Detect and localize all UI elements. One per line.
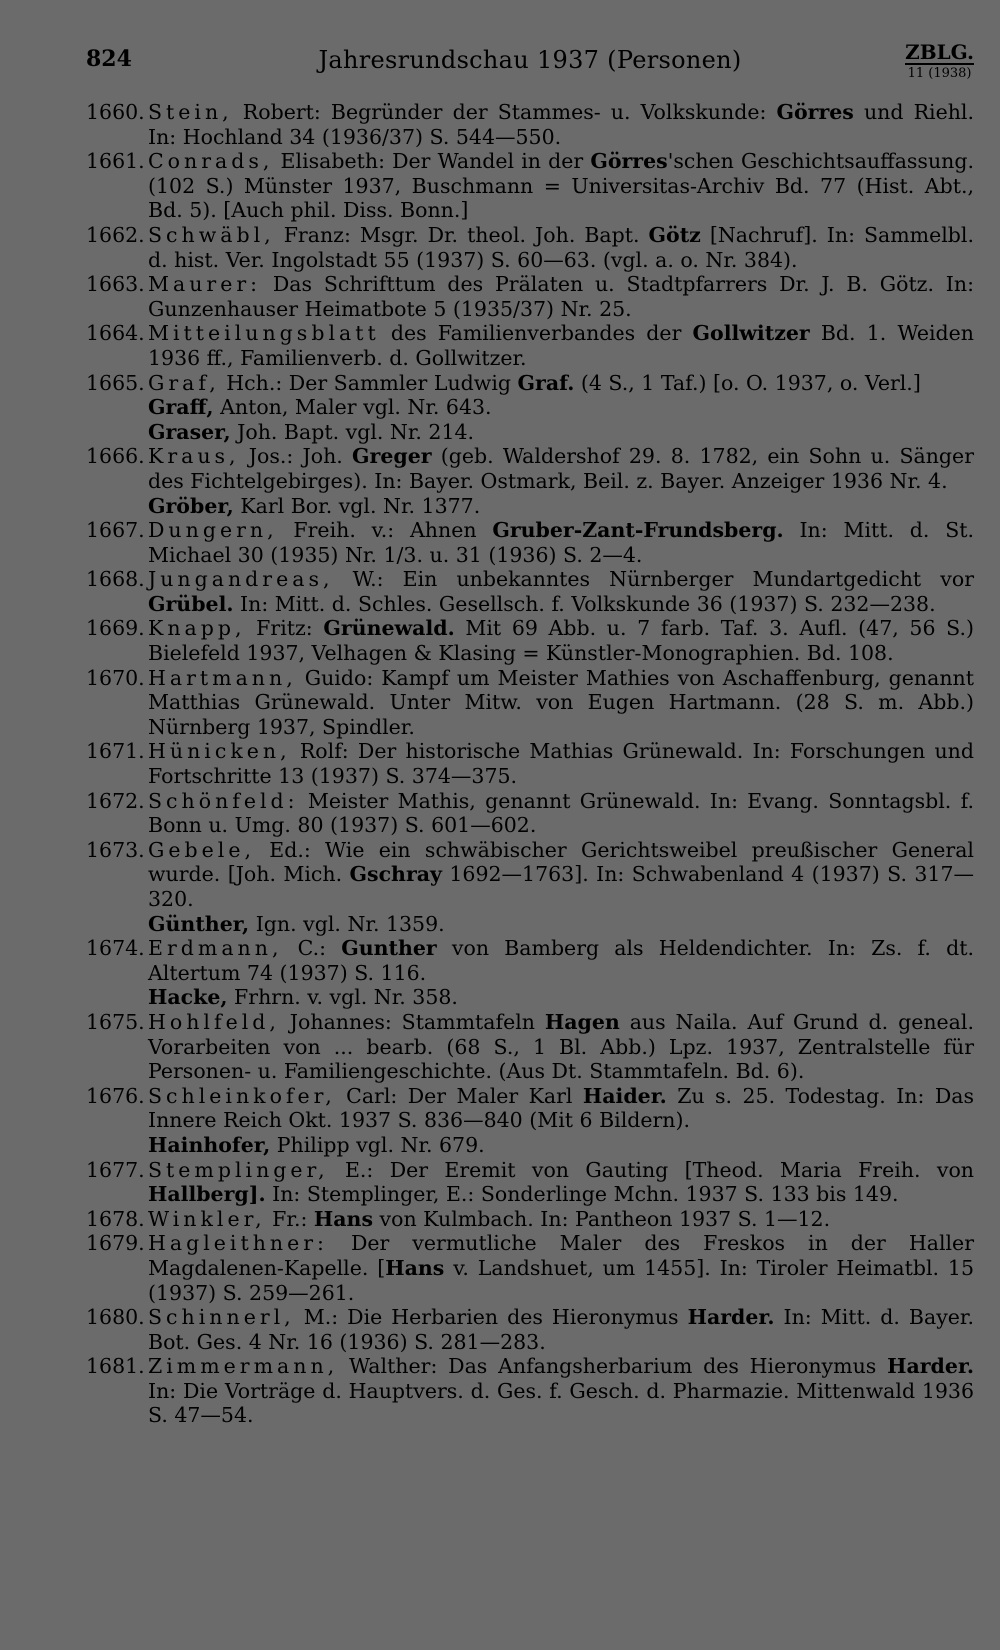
entry-text: E.: Der Eremit von Gauting [Theod. Maria Freih. von bbox=[328, 1157, 974, 1182]
entry-number: 1670. bbox=[86, 665, 145, 690]
entry-text: von Bamberg als Heldendichter. In: Zs. f. dt. Altertum 74 (1937) S. 116. bbox=[148, 936, 974, 985]
entry-author: Stein, bbox=[148, 100, 233, 124]
bibliography-entry bbox=[86, 1231, 974, 1305]
entry-text: M.: Die Herbarien des Hieronymus bbox=[294, 1305, 688, 1330]
bibliography-list bbox=[86, 100, 974, 1428]
entry-number: 1665. bbox=[86, 370, 145, 395]
entry-text: Johannes: Stammtafeln bbox=[279, 1009, 545, 1034]
xref-text: Karl Bor. vgl. Nr. 1377. bbox=[233, 493, 481, 518]
entry-author: Jungandreas, bbox=[148, 567, 334, 592]
entry-author: Knapp, bbox=[148, 616, 246, 641]
entry-author: Hartmann, bbox=[148, 665, 297, 690]
entry-subject: Grübel. bbox=[148, 591, 234, 616]
cross-reference bbox=[86, 420, 974, 445]
entry-author: Graf, bbox=[148, 370, 220, 395]
entry-number: 1677. bbox=[86, 1157, 145, 1182]
entry-author: Dungern, bbox=[148, 518, 278, 543]
entry-subject: Hans bbox=[313, 1206, 373, 1231]
xref-name: Gröber, bbox=[148, 493, 234, 518]
entry-text: C.: bbox=[282, 936, 342, 961]
entry-subject: Gschray bbox=[349, 862, 442, 887]
cross-reference bbox=[86, 912, 974, 937]
xref-name: Graff, bbox=[148, 395, 214, 420]
entry-text: und Riehl. In: Hochland 34 (1936/37) S. 544—550. bbox=[148, 100, 974, 149]
bibliography-entry bbox=[86, 371, 974, 396]
entry-text: Guido: Kampf um Meister Mathies von Aschaffenburg, genannt Matthias Grünewald. Unter Mitw. von Eugen Hartmann. (28 S. m. Abb.) Nürnberg 1937, Spindler. bbox=[148, 665, 974, 739]
entry-text: Mit 69 Abb. u. 7 farb. Taf. 3. Aufl. (47, 56 S.) Bielefeld 1937, Velhagen & Klasing = Künstler-Monographien. Bd. 108. bbox=[148, 616, 974, 666]
bibliography-entry bbox=[86, 739, 974, 788]
bibliography-entry bbox=[86, 936, 974, 985]
entry-subject: Greger bbox=[352, 444, 432, 469]
entry-subject: Görres bbox=[776, 100, 854, 124]
bibliography-entry bbox=[86, 789, 974, 838]
entry-subject: Hallberg]. bbox=[148, 1182, 266, 1207]
entry-number: 1661. bbox=[86, 149, 145, 174]
entry-text: Bd. 1. Weiden 1936 ff., Familienverb. d. Gollwitzer. bbox=[148, 321, 974, 370]
bibliography-entry bbox=[86, 1305, 974, 1354]
entry-text: Fritz: bbox=[245, 616, 324, 641]
entry-subject: Götz bbox=[648, 222, 701, 247]
xref-text: Philipp vgl. Nr. 679. bbox=[270, 1132, 485, 1157]
entry-author: Hagleithner: bbox=[148, 1231, 328, 1256]
entry-text: Meister Mathis, genannt Grünewald. In: Evang. Sonntagsbl. f. Bonn u. Umg. 80 (1937) S. 601—602. bbox=[148, 788, 974, 838]
entry-text: (4 S., 1 Taf.) [o. O. 1937, o. Verl.] bbox=[574, 370, 921, 395]
xref-text: Ign. vgl. Nr. 1359. bbox=[249, 911, 445, 936]
bibliography-entry bbox=[86, 666, 974, 740]
entry-author: Winkler, bbox=[148, 1206, 266, 1231]
xref-name: Hainhofer, bbox=[148, 1132, 271, 1157]
entry-text: In: Mitt. d. Bayer. Bot. Ges. 4 Nr. 16 (1936) S. 281—283. bbox=[148, 1305, 974, 1354]
bibliography-entry bbox=[86, 321, 974, 370]
entry-text: des Familienverbandes der bbox=[379, 321, 693, 346]
entry-text: Hch.: Der Sammler Ludwig bbox=[219, 370, 518, 395]
entry-text: In: Die Vorträge d. Hauptvers. d. Ges. f. Gesch. d. Pharmazie. Mittenwald 1936 S. 47—54. bbox=[148, 1378, 974, 1428]
entry-text: Ed.: Wie ein schwäbischer Gerichtsweibel preußischer General wurde. [Joh. Mich. bbox=[148, 837, 974, 887]
entry-text: Walther: Das Anfangsherbarium des Hieronymus bbox=[338, 1354, 888, 1379]
entry-text: Elisabeth: Der Wandel in der bbox=[273, 149, 591, 174]
cross-reference bbox=[86, 494, 974, 519]
entry-text: aus Naila. Auf Grund d. geneal. Vorarbeiten von ... bearb. (68 S., 1 Bl. Abb.) Lpz. 1937, Zentralstelle für Personen- u. Familiengeschichte. (Aus Dt. Stammtafeln. Bd. 6). bbox=[148, 1009, 974, 1084]
bibliography-entry bbox=[86, 1010, 974, 1084]
entry-subject: Haider. bbox=[582, 1083, 667, 1108]
entry-text: Der vermutliche Maler des Freskos in der Haller Magdalenen-Kapelle. [ bbox=[148, 1231, 974, 1280]
entry-number: 1680. bbox=[86, 1305, 145, 1330]
entry-number: 1674. bbox=[86, 936, 145, 961]
page-title: Jahresrundschau 1937 (Personen) bbox=[318, 46, 742, 74]
entry-text: Franz: Msgr. Dr. theol. Joh. Bapt. bbox=[274, 222, 649, 247]
entry-author: Hohlfeld, bbox=[148, 1009, 280, 1034]
entry-author: Kraus, bbox=[148, 444, 240, 469]
bibliography-entry bbox=[86, 1158, 974, 1207]
bibliography-entry bbox=[86, 1354, 974, 1428]
entry-subject: Gunther bbox=[341, 936, 437, 961]
entry-text: Freih. v.: Ahnen bbox=[277, 518, 493, 543]
journal-abbreviation: ZBLG. bbox=[905, 40, 974, 64]
journal-volume: 11 (1938) bbox=[907, 66, 972, 81]
entry-number: 1669. bbox=[86, 616, 145, 641]
entry-subject: Harder. bbox=[687, 1305, 775, 1330]
bibliography-entry bbox=[86, 272, 974, 321]
entry-subject: Graf. bbox=[517, 370, 575, 395]
bibliography-entry bbox=[86, 567, 974, 616]
entry-number: 1667. bbox=[86, 518, 145, 543]
entry-text: (geb. Waldershof 29. 8. 1782, ein Sohn u. Sänger des Fichtelgebirges). In: Bayer. Ostmark, Beil. z. Bayer. Anzeiger 1936 Nr. 4. bbox=[148, 444, 974, 493]
entry-number: 1663. bbox=[86, 272, 145, 297]
entry-author: Maurer: bbox=[148, 272, 262, 297]
entry-text: Fr.: bbox=[265, 1206, 314, 1231]
running-head bbox=[86, 42, 974, 88]
entry-author: Conrads, bbox=[148, 149, 274, 174]
entry-author: Gebele, bbox=[148, 837, 255, 862]
entry-text: Robert: Begründer der Stammes- u. Volkskunde: bbox=[232, 100, 777, 124]
entry-text: von Kulmbach. In: Pantheon 1937 S. 1—12. bbox=[373, 1206, 831, 1231]
entry-author: Erdmann, bbox=[148, 936, 283, 961]
xref-name: Günther, bbox=[148, 911, 250, 936]
entry-text: Das Schrifttum des Prälaten u. Stadtpfarrers Dr. J. B. Götz. In: Gunzenhauser Heimatbote 5 (1935/37) Nr. 25. bbox=[148, 272, 974, 321]
cross-reference bbox=[86, 985, 974, 1010]
entry-number: 1668. bbox=[86, 567, 145, 592]
entry-author: Stemplinger, bbox=[148, 1157, 329, 1182]
entry-author: Schinnerl, bbox=[148, 1305, 295, 1330]
bibliography-entry bbox=[86, 1084, 974, 1133]
entry-subject: Harder. bbox=[887, 1354, 974, 1379]
entry-author: Hünicken, bbox=[148, 739, 291, 764]
entry-text: W.: Ein unbekanntes Nürnberger Mundartgedicht vor bbox=[333, 567, 974, 592]
entry-author: Mitteilungsblatt bbox=[148, 321, 380, 346]
xref-name: Hacke, bbox=[148, 985, 228, 1010]
entry-author: Schwäbl, bbox=[148, 222, 275, 247]
bibliography-entry bbox=[86, 616, 974, 665]
xref-text: Joh. Bapt. vgl. Nr. 214. bbox=[230, 419, 475, 444]
entry-number: 1679. bbox=[86, 1231, 145, 1256]
entry-subject: Görres bbox=[590, 149, 668, 174]
entry-text: In: Mitt. d. Schles. Gesellsch. f. Volkskunde 36 (1937) S. 232—238. bbox=[233, 591, 936, 616]
entry-text: Zu s. 25. Todestag. In: Das Innere Reich Okt. 1937 S. 836—840 (Mit 6 Bildern). bbox=[148, 1083, 974, 1133]
bibliography-entry bbox=[86, 223, 974, 272]
bibliography-entry bbox=[86, 149, 974, 223]
entry-text: 'schen Geschichtsauffassung. (102 S.) Münster 1937, Buschmann = Universitas-Archiv Bd. 77 (Hist. Abt., Bd. 5). [Auch phil. Diss. Bonn.] bbox=[148, 149, 974, 223]
bibliography-entry bbox=[86, 444, 974, 493]
entry-subject: Hans bbox=[385, 1255, 445, 1280]
entry-subject: Gollwitzer bbox=[692, 321, 810, 346]
bibliography-entry bbox=[86, 518, 974, 567]
bibliography-entry bbox=[86, 838, 974, 912]
entry-text: In: Stemplinger, E.: Sonderlinge Mchn. 1937 S. 133 bis 149. bbox=[265, 1182, 899, 1207]
xref-text: Anton, Maler vgl. Nr. 643. bbox=[213, 395, 492, 420]
page-number: 824 bbox=[86, 46, 132, 72]
cross-reference bbox=[86, 395, 974, 420]
entry-author: Schönfeld: bbox=[148, 788, 299, 813]
entry-text: Jos.: Joh. bbox=[239, 444, 353, 469]
entry-author: Zimmermann, bbox=[148, 1354, 339, 1379]
entry-number: 1672. bbox=[86, 788, 145, 813]
entry-subject: Grünewald. bbox=[323, 616, 455, 641]
xref-text: Frhrn. v. vgl. Nr. 358. bbox=[227, 985, 458, 1010]
entry-number: 1664. bbox=[86, 321, 145, 346]
entry-number: 1673. bbox=[86, 837, 145, 862]
entry-number: 1660. bbox=[86, 100, 145, 124]
entry-text: Rolf: Der historische Mathias Grünewald. In: Forschungen und Fortschritte 13 (1937) S. 374—375. bbox=[148, 739, 974, 789]
entry-number: 1666. bbox=[86, 444, 145, 469]
entry-subject: Hagen bbox=[544, 1009, 620, 1034]
entry-number: 1671. bbox=[86, 739, 145, 764]
entry-author: Schleinkofer, bbox=[148, 1083, 336, 1108]
entry-text: [Nachruf]. In: Sammelbl. d. hist. Ver. Ingolstadt 55 (1937) S. 60—63. (vgl. a. o. Nr. 384). bbox=[148, 222, 974, 272]
entry-number: 1676. bbox=[86, 1083, 145, 1108]
entry-text: In: Mitt. d. St. Michael 30 (1935) Nr. 1/3. u. 31 (1936) S. 2—4. bbox=[148, 518, 974, 567]
bibliography-entry bbox=[86, 100, 974, 149]
entry-number: 1678. bbox=[86, 1206, 145, 1231]
entry-text: v. Landshuet, um 1455]. In: Tiroler Heimatbl. 15 (1937) S. 259—261. bbox=[148, 1255, 974, 1305]
entry-text: 1692—1763]. In: Schwabenland 4 (1937) S. 317—320. bbox=[148, 862, 974, 911]
journal-signature bbox=[905, 42, 974, 80]
cross-reference bbox=[86, 1133, 974, 1158]
entry-number: 1662. bbox=[86, 222, 145, 247]
bibliography-entry bbox=[86, 1207, 974, 1232]
xref-name: Graser, bbox=[148, 419, 231, 444]
entry-number: 1681. bbox=[86, 1354, 145, 1379]
entry-subject: Gruber-Zant-Frundsberg. bbox=[492, 518, 784, 543]
entry-text: Carl: Der Maler Karl bbox=[335, 1083, 583, 1108]
entry-number: 1675. bbox=[86, 1009, 145, 1034]
